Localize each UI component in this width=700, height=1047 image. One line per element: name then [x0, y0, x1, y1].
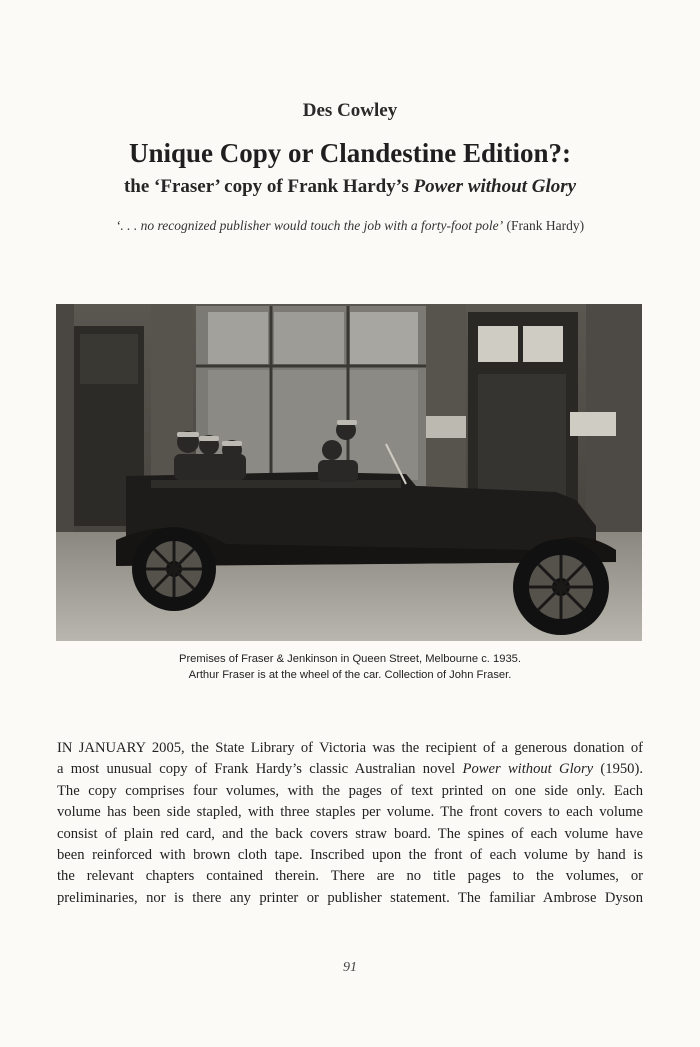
body-line-3: The copy comprises four volumes, with the pages of text printed on one side only. Each: [57, 782, 643, 799]
body-line-2-suffix: (1950).: [593, 761, 643, 778]
body-line-1: IN JANUARY 2005, the State Library of Victoria was the recipient of a generous donation of: [57, 740, 643, 756]
photo-illustration: [56, 304, 642, 641]
historical-photograph: [56, 304, 642, 641]
body-line-2: [57, 759, 643, 780]
body-line-2-text: a most unusual copy of Frank Hardy’s classic Australian novel: [57, 761, 463, 778]
body-line-8: preliminaries, nor is there any printer or publisher statement. The familiar Ambrose Dyson: [57, 889, 643, 906]
author-name: Des Cowley: [302, 100, 398, 121]
body-line-4: volume has been side stapled, with three staples per volume. The front covers to each volume: [57, 804, 643, 821]
body-book-title: Power without Glory: [462, 761, 594, 778]
caption-line-2: Arthur Fraser is at the wheel of the car. Collection of John Fraser.: [188, 669, 512, 681]
epigraph-attribution: (Frank Hardy): [503, 218, 585, 233]
page-number: 91: [343, 960, 357, 975]
caption-line-1: Premises of Fraser & Jenkinson in Queen Street, Melbourne c. 1935.: [178, 653, 521, 665]
photo-caption: [0, 651, 700, 683]
subtitle-book-title: Power without Glory: [413, 176, 577, 197]
subtitle-text: the ‘Fraser’ copy of Frank Hardy’s: [123, 176, 414, 197]
epigraph-quote: ‘. . . no recognized publisher would touch the job with a forty-foot pole’: [115, 218, 504, 233]
body-line-7: the relevant chapters contained therein. There are no title pages to the volumes, or: [57, 868, 643, 885]
epigraph: [0, 218, 700, 234]
body-line-6: been reinforced with brown cloth tape. Inscribed upon the front of each volume by hand is: [57, 847, 643, 864]
article-title: Unique Copy or Clandestine Edition?:: [128, 138, 572, 168]
body-line-5: consist of plain red card, and the back covers straw board. The spines of each volume have: [57, 825, 643, 842]
article-subtitle: [0, 176, 700, 198]
body-text: [57, 738, 643, 909]
